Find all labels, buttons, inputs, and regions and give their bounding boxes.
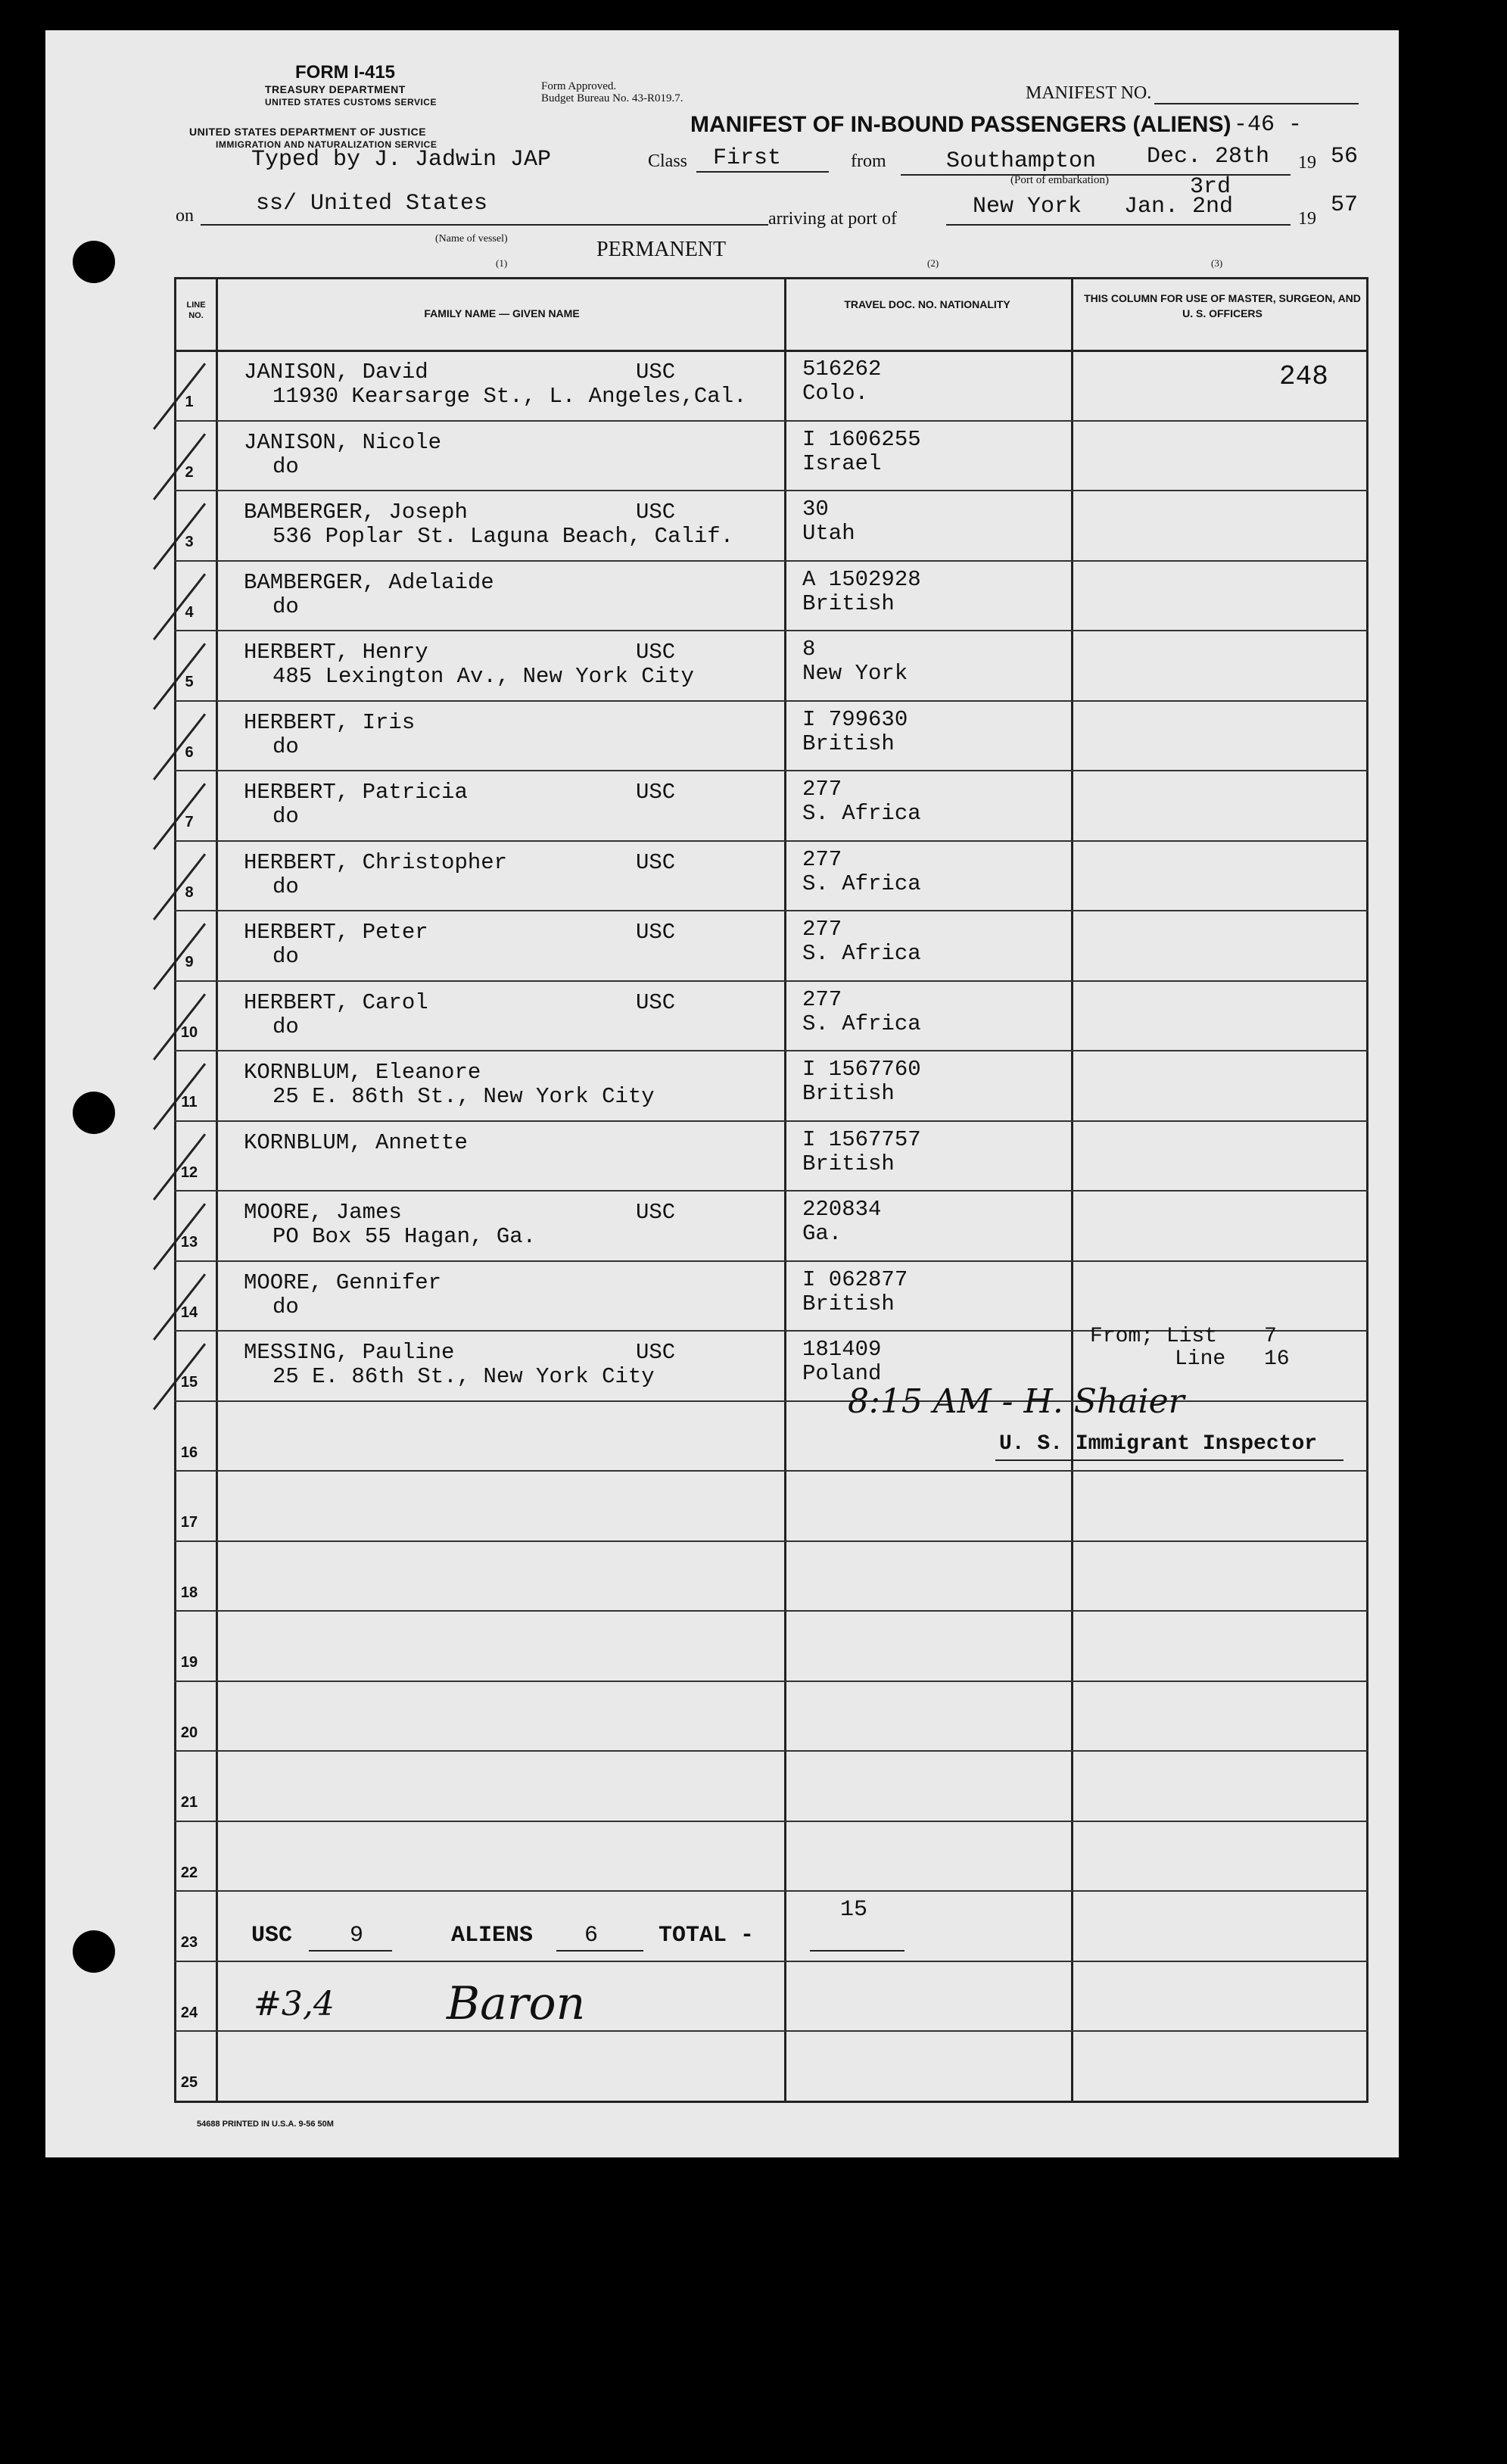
address-or-ditto: PO Box 55 Hagan, Ga. bbox=[272, 1224, 537, 1249]
address-or-ditto: do bbox=[272, 453, 299, 479]
col1-num: (1) bbox=[496, 257, 508, 269]
nationality: S. Africa bbox=[802, 1011, 921, 1036]
embark-date: Dec. 28th bbox=[1147, 144, 1270, 170]
nationality: British bbox=[802, 1291, 895, 1316]
line-number: 2 bbox=[185, 463, 194, 481]
passenger-name: HERBERT, Patricia bbox=[244, 780, 468, 805]
justice-dept: UNITED STATES DEPARTMENT OF JUSTICE bbox=[189, 126, 427, 138]
manifest-no-line bbox=[1154, 103, 1359, 104]
usc-mark: USC bbox=[636, 849, 676, 875]
form-number: FORM I-415 bbox=[295, 62, 396, 83]
aliens-total-value: 6 bbox=[584, 1923, 599, 1948]
passenger-table bbox=[174, 277, 1368, 2103]
arrive-port: New York bbox=[973, 194, 1082, 220]
address-or-ditto: 536 Poplar St. Laguna Beach, Calif. bbox=[272, 524, 734, 549]
manifest-title: MANIFEST OF IN-BOUND PASSENGERS (ALIENS) bbox=[690, 112, 1231, 137]
grand-total-label: TOTAL - bbox=[659, 1923, 755, 1948]
nationality: British bbox=[802, 1151, 895, 1176]
nationality: New York bbox=[802, 661, 908, 686]
passenger-name: HERBERT, Christopher bbox=[244, 849, 508, 875]
col3-num: (3) bbox=[1211, 257, 1223, 269]
travel-doc-no: I 1606255 bbox=[802, 426, 921, 452]
nationality: British bbox=[802, 1081, 895, 1106]
table-row bbox=[174, 980, 1368, 1051]
table-row bbox=[174, 490, 1368, 560]
nationality: S. Africa bbox=[802, 941, 921, 966]
from-list-no: 7 bbox=[1264, 1325, 1277, 1348]
address-or-ditto: do bbox=[272, 874, 299, 899]
table-row bbox=[174, 1540, 1368, 1611]
table-row bbox=[174, 1190, 1368, 1260]
usc-mark: USC bbox=[636, 1200, 676, 1225]
line-number: 16 bbox=[180, 1444, 198, 1461]
treasury-dept: TREASURY DEPARTMENT bbox=[265, 83, 406, 95]
line-number: 1 bbox=[185, 394, 194, 410]
from-list-label: From; List bbox=[1090, 1325, 1218, 1348]
line-number: 10 bbox=[180, 1023, 198, 1041]
travel-doc-no: A 1502928 bbox=[802, 566, 921, 592]
line-number: 20 bbox=[180, 1724, 198, 1741]
address-or-ditto: 25 E. 86th St., New York City bbox=[272, 1364, 655, 1389]
address-or-ditto: do bbox=[272, 1294, 299, 1319]
nationality: S. Africa bbox=[802, 801, 921, 826]
travel-doc-no: 277 bbox=[802, 986, 842, 1012]
travel-doc-no: 516262 bbox=[802, 357, 882, 382]
address-or-ditto: 11930 Kearsarge St., L. Angeles,Cal. bbox=[272, 384, 747, 409]
travel-doc-no: 277 bbox=[802, 846, 842, 872]
table-row bbox=[174, 630, 1368, 700]
arrive-day-corrected: 3rd bbox=[1190, 174, 1231, 200]
passenger-name: JANISON, Nicole bbox=[244, 429, 442, 455]
class-label: Class bbox=[648, 151, 688, 171]
table-row bbox=[174, 1681, 1368, 1751]
passenger-name: HERBERT, Carol bbox=[244, 989, 428, 1015]
col-header-name: FAMILY NAME — GIVEN NAME bbox=[424, 307, 580, 319]
passenger-name: KORNBLUM, Eleanore bbox=[244, 1060, 481, 1085]
arrive-date: Jan. 2nd bbox=[1124, 194, 1234, 220]
address-or-ditto: do bbox=[272, 734, 299, 759]
handwritten-note: #3,4 bbox=[254, 1985, 335, 2023]
line-number: 4 bbox=[185, 603, 194, 621]
usc-mark: USC bbox=[636, 640, 676, 665]
arriving-label: arriving at port of bbox=[768, 209, 897, 229]
line-number: 15 bbox=[180, 1374, 198, 1391]
address-or-ditto: do bbox=[272, 593, 299, 619]
usc-mark: USC bbox=[636, 360, 676, 385]
usc-mark: USC bbox=[636, 989, 676, 1015]
manifest-no-label: MANIFEST NO. bbox=[1026, 83, 1152, 103]
travel-doc-no: 277 bbox=[802, 777, 842, 802]
punch-hole bbox=[73, 241, 115, 283]
table-row bbox=[174, 1260, 1368, 1331]
nationality: Utah bbox=[802, 521, 855, 546]
manifest-sheet bbox=[45, 30, 1399, 2157]
passenger-name: BAMBERGER, Adelaide bbox=[244, 569, 494, 595]
class-line bbox=[696, 171, 829, 173]
line-number: 13 bbox=[180, 1234, 198, 1251]
grand-total-line bbox=[810, 1950, 905, 1952]
col-header-travel-doc: TRAVEL DOC. NO. NATIONALITY bbox=[844, 298, 1010, 310]
nationality: Colo. bbox=[802, 381, 869, 406]
year-prefix-1: 19 bbox=[1298, 153, 1316, 173]
vessel-label: (Name of vessel) bbox=[435, 233, 508, 245]
customs-service: UNITED STATES CUSTOMS SERVICE bbox=[265, 97, 437, 107]
travel-doc-no: 181409 bbox=[802, 1337, 882, 1362]
aliens-total-line bbox=[556, 1950, 643, 1952]
address-or-ditto: do bbox=[272, 1014, 299, 1039]
punch-hole bbox=[73, 1930, 115, 1973]
line-number: 18 bbox=[180, 1584, 198, 1601]
inspector-line bbox=[995, 1459, 1344, 1461]
nationality: Israel bbox=[802, 450, 882, 476]
punch-hole bbox=[73, 1092, 115, 1134]
passenger-name: HERBERT, Peter bbox=[244, 920, 428, 945]
line-number: 7 bbox=[185, 814, 194, 830]
grand-total-value: 15 bbox=[840, 1897, 868, 1923]
table-row bbox=[174, 1050, 1368, 1120]
typed-by: Typed by J. Jadwin JAP bbox=[251, 147, 552, 173]
handwritten-signature: Baron bbox=[447, 1977, 586, 2030]
table-row bbox=[174, 910, 1368, 980]
vessel-name: ss/ United States bbox=[256, 191, 488, 216]
table-row bbox=[174, 1821, 1368, 1891]
table-row bbox=[174, 840, 1368, 911]
col-header-officers: THIS COLUMN FOR USE OF MASTER, SURGEON, AND U. S. OFFICERS bbox=[1084, 292, 1361, 319]
line-number: 6 bbox=[185, 743, 194, 761]
passenger-name: HERBERT, Iris bbox=[244, 709, 416, 735]
embark-year: 56 bbox=[1331, 144, 1359, 170]
port-embark-label: (Port of embarkation) bbox=[1010, 174, 1109, 186]
address-or-ditto: do bbox=[272, 804, 299, 829]
from-value: Southampton bbox=[946, 148, 1097, 174]
line-number: 5 bbox=[185, 674, 194, 690]
line-label: Line bbox=[1175, 1347, 1226, 1371]
line-number: 23 bbox=[180, 1934, 198, 1951]
travel-doc-no: 30 bbox=[802, 497, 829, 522]
table-row bbox=[174, 560, 1368, 631]
passenger-name: MESSING, Pauline bbox=[244, 1340, 455, 1365]
line-number: 14 bbox=[180, 1304, 198, 1321]
line-number: 24 bbox=[180, 2004, 198, 2021]
from-label: from bbox=[851, 151, 886, 171]
travel-doc-no: I 062877 bbox=[802, 1266, 908, 1292]
passenger-name: HERBERT, Henry bbox=[244, 640, 428, 665]
nationality: Poland bbox=[802, 1361, 882, 1386]
travel-doc-no: 220834 bbox=[802, 1197, 882, 1222]
arrive-year: 57 bbox=[1331, 192, 1359, 218]
form-approved: Form Approved. bbox=[541, 80, 617, 92]
table-row bbox=[174, 1610, 1368, 1681]
nationality: British bbox=[802, 590, 895, 616]
budget-bureau: Budget Bureau No. 43-R019.7. bbox=[541, 92, 683, 104]
table-row bbox=[174, 2030, 1368, 2101]
passenger-name: MOORE, James bbox=[244, 1200, 402, 1225]
travel-doc-no: 277 bbox=[802, 917, 842, 942]
passenger-name: BAMBERGER, Joseph bbox=[244, 500, 468, 525]
usc-total-line bbox=[309, 1950, 392, 1952]
travel-doc-no: I 1567757 bbox=[802, 1126, 921, 1152]
col-header-line-no: LINE NO. bbox=[186, 301, 206, 320]
table-row bbox=[174, 350, 1368, 420]
permanent-label: PERMANENT bbox=[596, 238, 727, 261]
line-number: 11 bbox=[181, 1094, 198, 1111]
inspector-signature: 8:15 AM - H. Shaier bbox=[848, 1382, 1185, 1421]
table-row bbox=[174, 1750, 1368, 1821]
travel-doc-no: I 1567760 bbox=[802, 1057, 921, 1082]
line-no: 16 bbox=[1264, 1347, 1290, 1371]
line-number: 25 bbox=[180, 2074, 198, 2091]
usc-total-value: 9 bbox=[350, 1923, 364, 1948]
on-label: on bbox=[176, 206, 194, 226]
passenger-name: KORNBLUM, Annette bbox=[244, 1129, 468, 1155]
passenger-name: JANISON, David bbox=[244, 360, 428, 385]
travel-doc-no: 8 bbox=[802, 637, 816, 662]
address-or-ditto: 485 Lexington Av., New York City bbox=[272, 664, 694, 689]
line-number: 21 bbox=[180, 1794, 198, 1811]
table-row bbox=[174, 700, 1368, 771]
year-prefix-2: 19 bbox=[1298, 209, 1316, 229]
line-number: 22 bbox=[180, 1864, 198, 1881]
travel-doc-no: I 799630 bbox=[802, 706, 908, 732]
address-or-ditto: do bbox=[272, 944, 299, 969]
manifest-number: -46 - bbox=[1234, 112, 1303, 138]
line-number: 9 bbox=[185, 954, 194, 970]
inspector-label: U. S. Immigrant Inspector bbox=[999, 1432, 1318, 1456]
arrive-line bbox=[946, 224, 1291, 226]
table-row bbox=[174, 770, 1368, 840]
passenger-name: MOORE, Gennifer bbox=[244, 1269, 442, 1295]
aliens-total-label: ALIENS bbox=[451, 1923, 534, 1948]
nationality: S. Africa bbox=[802, 871, 921, 896]
usc-mark: USC bbox=[636, 1340, 676, 1365]
line-number: 17 bbox=[180, 1514, 198, 1531]
usc-mark: USC bbox=[636, 920, 676, 945]
usc-mark: USC bbox=[636, 500, 676, 525]
vessel-line bbox=[201, 224, 768, 226]
officer-note: 248 bbox=[1279, 361, 1328, 392]
address-or-ditto: 25 E. 86th St., New York City bbox=[272, 1084, 655, 1109]
table-row bbox=[174, 1961, 1368, 2031]
nationality: British bbox=[802, 730, 895, 756]
print-code: 54688 PRINTED IN U.S.A. 9-56 50M bbox=[197, 2120, 334, 2129]
line-number: 19 bbox=[180, 1654, 198, 1671]
table-row bbox=[174, 1120, 1368, 1191]
usc-mark: USC bbox=[636, 780, 676, 805]
table-row bbox=[174, 1470, 1368, 1540]
line-number: 3 bbox=[185, 534, 194, 550]
nationality: Ga. bbox=[802, 1221, 842, 1246]
ins-service: IMMIGRATION AND NATURALIZATION SERVICE bbox=[216, 139, 437, 150]
line-number: 12 bbox=[180, 1163, 198, 1181]
col2-num: (2) bbox=[927, 257, 939, 269]
usc-total-label: USC bbox=[251, 1923, 293, 1948]
class-value: First bbox=[713, 145, 782, 171]
table-row bbox=[174, 420, 1368, 491]
line-number: 8 bbox=[185, 883, 194, 901]
